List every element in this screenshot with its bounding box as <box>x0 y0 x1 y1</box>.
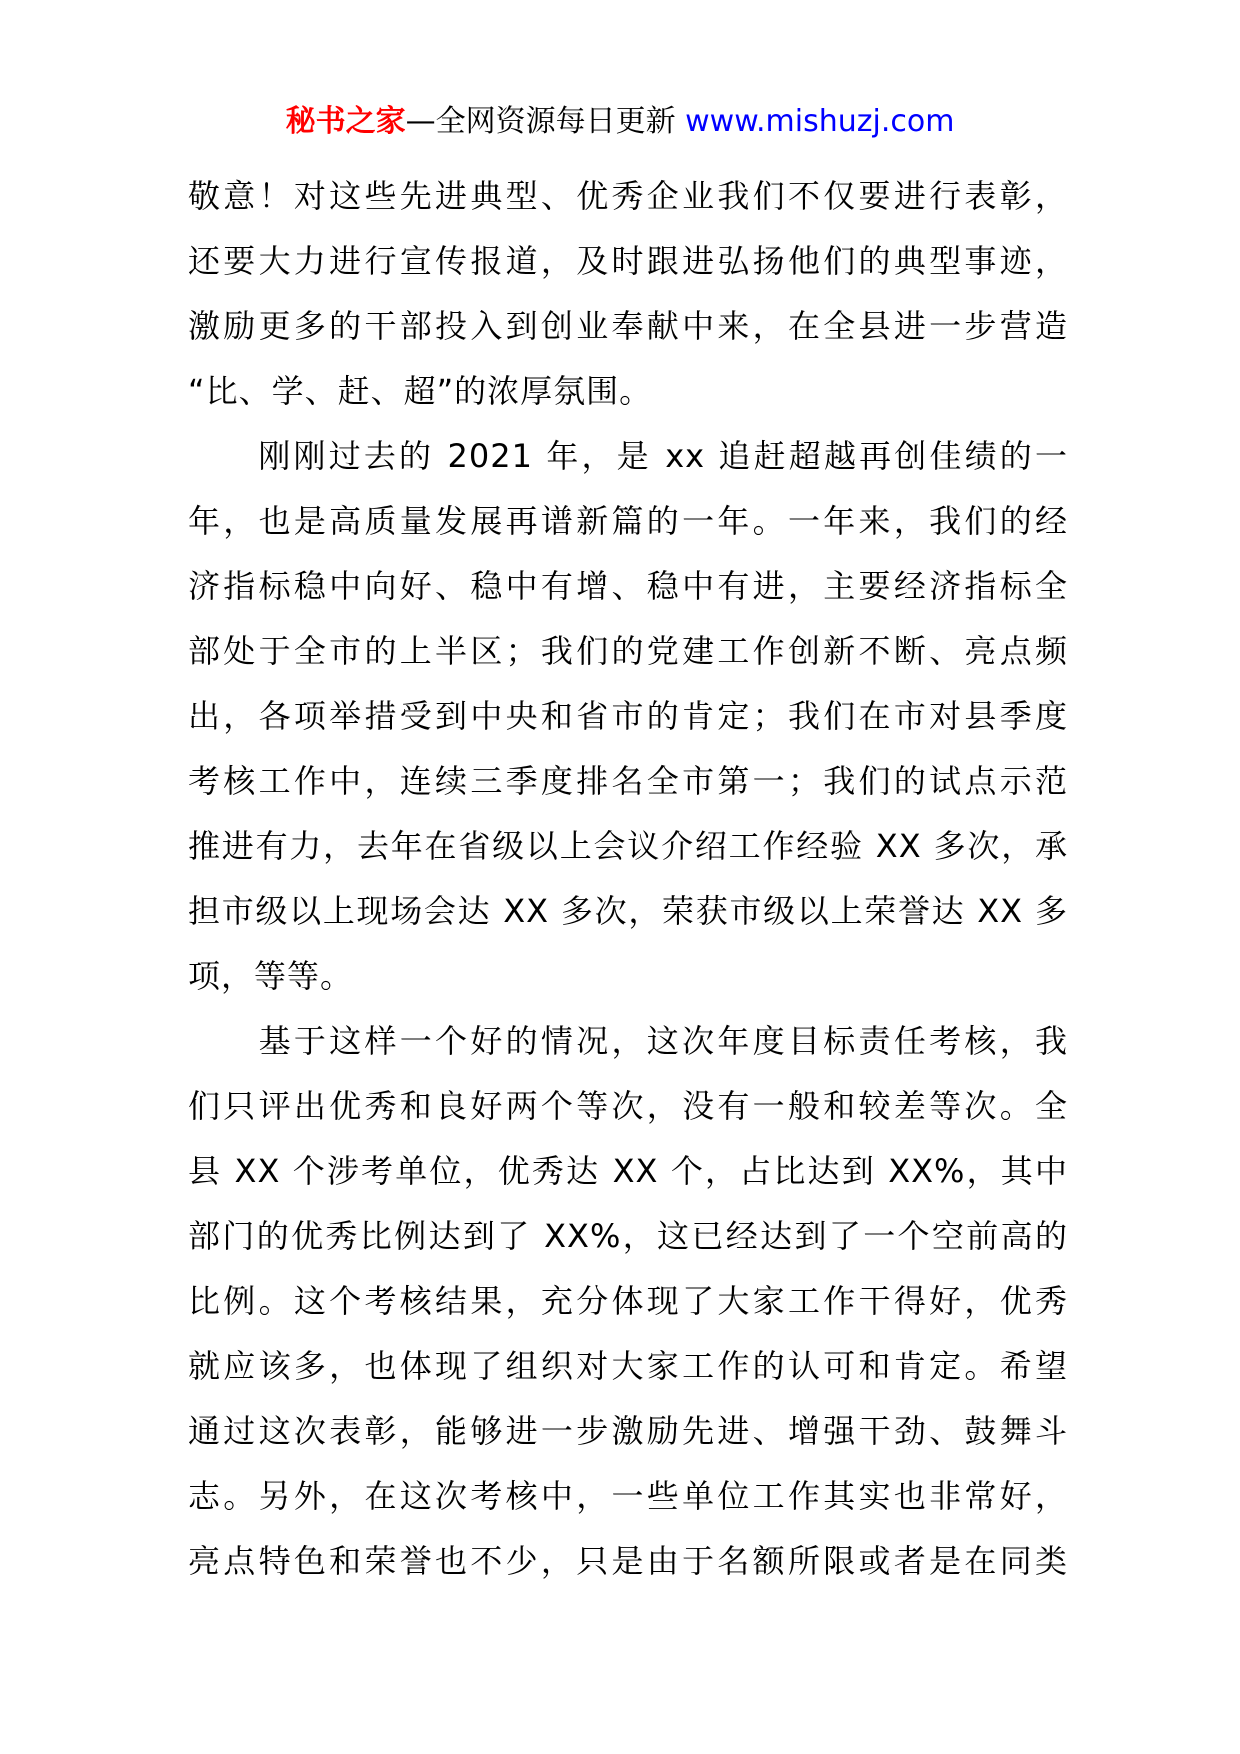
text-line: “比、学、赶、超”的浓厚氛围。 <box>188 372 653 410</box>
text-line: 济指标稳中向好、稳中有增、稳中有进，主要经济指标全 <box>188 567 1068 605</box>
text-line: 敬意！对这些先进典型、优秀企业我们不仅要进行表彰， <box>188 177 1068 215</box>
text-line: 亮点特色和荣誉也不少，只是由于名额所限或者是在同类 <box>188 1542 1068 1580</box>
text-line: 项，等等。 <box>188 957 354 995</box>
text-line: 通过这次表彰，能够进一步激励先进、增强干劲、鼓舞斗 <box>188 1412 1068 1450</box>
text-line: 志。另外，在这次考核中，一些单位工作其实也非常好， <box>188 1477 1068 1515</box>
text-line: 就应该多，也体现了组织对大家工作的认可和肯定。希望 <box>188 1347 1068 1385</box>
text-line: 推进有力，去年在省级以上会议介绍工作经验 XX 多次，承 <box>188 827 1068 865</box>
text-line: 出，各项举措受到中央和省市的肯定；我们在市对县季度 <box>188 697 1068 735</box>
text-line: 县 XX 个涉考单位，优秀达 XX 个，占比达到 XX%，其中 <box>188 1152 1068 1190</box>
text-line: 基于这样一个好的情况，这次年度目标责任考核，我 <box>188 1022 1068 1060</box>
header-tagline: —全网资源每日更新 <box>405 104 686 139</box>
text-line: 年，也是高质量发展再谱新篇的一年。一年来，我们的经 <box>188 502 1068 540</box>
text-line: 还要大力进行宣传报道，及时跟进弘扬他们的典型事迹， <box>188 242 1068 280</box>
text-line: 担市级以上现场会达 XX 多次，荣获市级以上荣誉达 XX 多 <box>188 892 1068 930</box>
site-url-link[interactable]: www.mishuzj.com <box>685 104 955 139</box>
text-line: 考核工作中，连续三季度排名全市第一；我们的试点示范 <box>188 762 1068 800</box>
text-line: 部门的优秀比例达到了 XX%，这已经达到了一个空前高的 <box>188 1217 1068 1255</box>
text-line: 刚刚过去的 2021 年，是 xx 追赶超越再创佳绩的一 <box>188 437 1068 475</box>
text-line: 部处于全市的上半区；我们的党建工作创新不断、亮点频 <box>188 632 1068 670</box>
site-header <box>0 102 1240 142</box>
text-line: 激励更多的干部投入到创业奉献中来，在全县进一步营造 <box>188 307 1068 345</box>
brand-name: 秘书之家 <box>285 104 406 139</box>
text-line: 们只评出优秀和良好两个等次，没有一般和较差等次。全 <box>188 1087 1068 1125</box>
document-body <box>188 164 1068 1594</box>
text-line: 比例。这个考核结果，充分体现了大家工作干得好，优秀 <box>188 1282 1068 1320</box>
